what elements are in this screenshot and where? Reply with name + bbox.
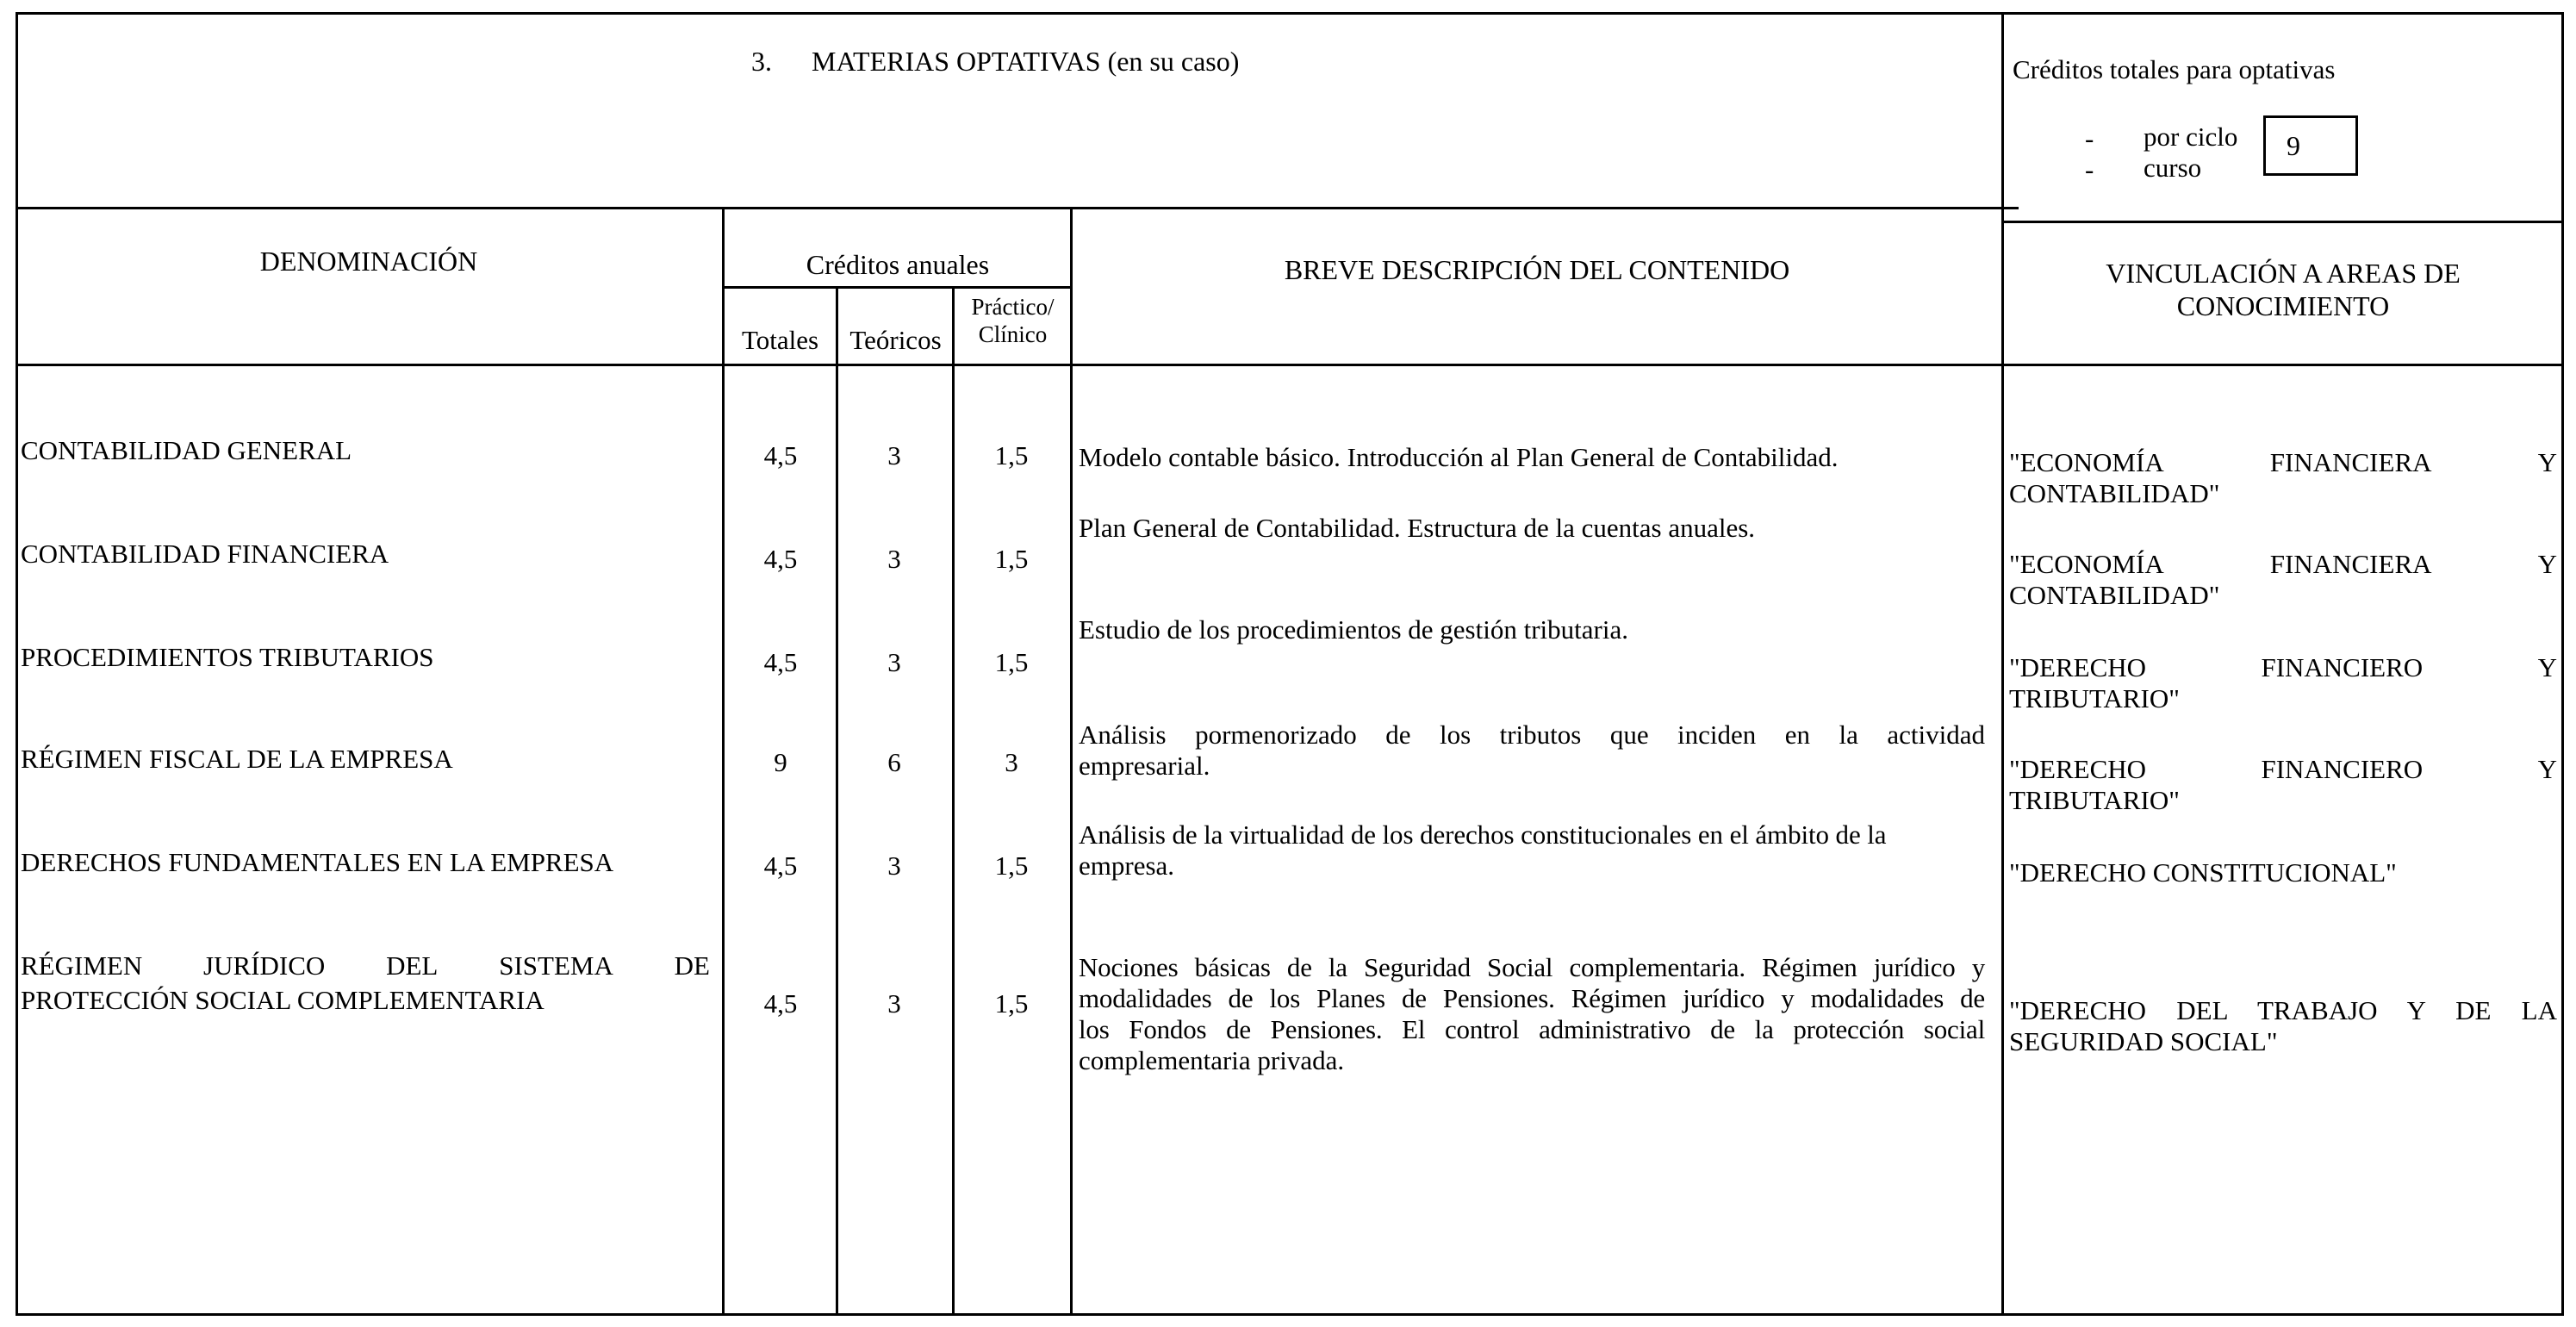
row-descripcion-line: Nociones básicas de la Seguridad Social complementaria. Régimen jurídico y	[1079, 952, 1985, 982]
divider-teoricos	[952, 286, 955, 1316]
credits-bullet-1: -	[2085, 123, 2094, 153]
header-vinculacion-1: VINCULACIÓN A AREAS DE	[2106, 258, 2461, 289]
row-teoricos: 3	[887, 440, 901, 470]
row-vinculacion-line2: CONTABILIDAD"	[2009, 580, 2220, 610]
header-denominacion: DENOMINACIÓN	[259, 246, 478, 277]
row-practicos: 1,5	[994, 988, 1029, 1019]
word: "DERECHO	[2009, 652, 2147, 682]
border-bottom	[16, 1313, 2564, 1316]
word: FINANCIERA	[2269, 447, 2432, 477]
header-teoricos: Teóricos	[849, 325, 942, 355]
row-teoricos: 3	[887, 988, 901, 1019]
row-denominacion-line1	[21, 950, 710, 982]
row-vinculacion-line2: TRIBUTARIO"	[2009, 785, 2180, 815]
row-totales: 4,5	[763, 988, 798, 1019]
row-vinculacion-line2: TRIBUTARIO"	[2009, 683, 2180, 713]
border-right	[2561, 12, 2564, 1316]
row-vinculacion-line1	[2009, 753, 2557, 786]
row-denominacion: CONTABILIDAD GENERAL	[21, 435, 352, 465]
word: Análisis	[1079, 720, 1167, 750]
row-descripcion-line1	[1079, 719, 1985, 751]
row-totales: 4,5	[763, 850, 798, 881]
word: en	[1784, 720, 1811, 750]
word: tributos	[1499, 720, 1582, 750]
word: SISTEMA	[499, 950, 613, 981]
credits-bullet-2: -	[2085, 154, 2094, 184]
row-practicos: 1,5	[994, 440, 1029, 470]
border-top	[16, 12, 2564, 15]
row-teoricos: 3	[887, 544, 901, 574]
row-denominacion-line2: PROTECCIÓN SOCIAL COMPLEMENTARIA	[21, 985, 544, 1015]
row-totales: 4,5	[763, 440, 798, 470]
row-descripcion-last: complementaria privada.	[1079, 1045, 1345, 1075]
row-practicos: 1,5	[994, 850, 1029, 881]
row-practicos: 1,5	[994, 647, 1029, 677]
row-totales: 4,5	[763, 544, 798, 574]
credits-value-box: 9	[2263, 115, 2358, 176]
word: "ECONOMÍA	[2009, 549, 2164, 579]
credits-title: Créditos totales para optativas	[2013, 54, 2336, 84]
row-vinculacion-line2: SEGURIDAD SOCIAL"	[2009, 1026, 2278, 1056]
row-descripcion-line1: Análisis de la virtualidad de los derechos constitucionales en el ámbito de la	[1079, 819, 1887, 850]
border-colheader-bottom	[16, 364, 2564, 366]
credits-label-curso: curso	[2144, 153, 2202, 183]
row-vinculacion-line1	[2009, 446, 2557, 479]
row-totales: 4,5	[763, 647, 798, 677]
word: actividad	[1887, 720, 1985, 750]
word: Y	[2537, 549, 2557, 579]
row-practicos: 3	[1005, 747, 1018, 777]
header-totales: Totales	[741, 325, 819, 355]
header-practico-2: Clínico	[978, 321, 1048, 347]
header-practico-1: Práctico/	[971, 294, 1055, 320]
divider-practicos	[1070, 207, 1073, 1316]
border-left	[16, 12, 18, 1316]
row-vinculacion-line1: "DERECHO DEL TRABAJO Y DE LA	[2009, 995, 2557, 1025]
word: Y	[2537, 754, 2557, 784]
row-descripcion: Modelo contable básico. Introducción al Plan General de Contabilidad.	[1079, 442, 1839, 472]
row-descripcion: Estudio de los procedimientos de gestión tributaria.	[1079, 614, 1628, 645]
word: Y	[2537, 652, 2557, 682]
word: FINANCIERO	[2261, 652, 2424, 682]
section-title: MATERIAS OPTATIVAS (en su caso)	[812, 46, 1240, 77]
row-denominacion: CONTABILIDAD FINANCIERA	[21, 539, 389, 569]
border-header-bottom	[16, 207, 2019, 209]
credits-label-ciclo: por ciclo	[2144, 121, 2238, 152]
divider-credits-box	[2001, 12, 2004, 1316]
word: pormenorizado	[1195, 720, 1357, 750]
row-vinculacion: "DERECHO CONSTITUCIONAL"	[2009, 857, 2397, 888]
word: "ECONOMÍA	[2009, 447, 2164, 477]
word: inciden	[1677, 720, 1757, 750]
word: JURÍDICO	[203, 950, 326, 981]
divider-denominacion	[722, 207, 725, 1316]
row-teoricos: 3	[887, 647, 901, 677]
row-vinculacion-line2: CONTABILIDAD"	[2009, 478, 2220, 508]
row-denominacion: DERECHOS FUNDAMENTALES EN LA EMPRESA	[21, 847, 614, 877]
border-credits-bottom	[2003, 221, 2564, 223]
word: Y	[2537, 447, 2557, 477]
word: FINANCIERA	[2269, 549, 2432, 579]
row-teoricos: 3	[887, 850, 901, 881]
row-teoricos: 6	[887, 747, 901, 777]
word: la	[1839, 720, 1858, 750]
row-descripcion-line: modalidades de los Planes de Pensiones. Régimen jurídico y modalidades de	[1079, 983, 1985, 1013]
word: de	[1385, 720, 1411, 750]
row-descripcion-line2: empresa.	[1079, 850, 1175, 881]
row-practicos: 1,5	[994, 544, 1029, 574]
word: que	[1609, 720, 1649, 750]
row-descripcion: Plan General de Contabilidad. Estructura de la cuentas anuales.	[1079, 513, 1756, 543]
border-creditos-sub	[724, 286, 1073, 289]
row-descripcion-line2: empresarial.	[1079, 751, 1210, 781]
row-descripcion-line: los Fondos de Pensiones. El control administrativo de la protección social	[1079, 1014, 1985, 1044]
header-creditos-anuales: Créditos anuales	[806, 249, 990, 280]
row-totales: 9	[774, 747, 787, 777]
divider-totales	[836, 286, 838, 1316]
row-denominacion: RÉGIMEN FISCAL DE LA EMPRESA	[21, 744, 453, 774]
word: FINANCIERO	[2261, 754, 2424, 784]
word: DE	[674, 950, 710, 981]
header-descripcion: BREVE DESCRIPCIÓN DEL CONTENIDO	[1284, 254, 1790, 285]
section-number: 3.	[751, 46, 772, 77]
word: RÉGIMEN	[21, 950, 143, 981]
word: los	[1439, 720, 1472, 750]
row-vinculacion-line1	[2009, 651, 2557, 684]
row-denominacion: PROCEDIMIENTOS TRIBUTARIOS	[21, 642, 434, 672]
word: DEL	[386, 950, 439, 981]
row-vinculacion-line1	[2009, 548, 2557, 581]
word: "DERECHO	[2009, 754, 2147, 784]
header-vinculacion-2: CONOCIMIENTO	[2176, 290, 2390, 321]
